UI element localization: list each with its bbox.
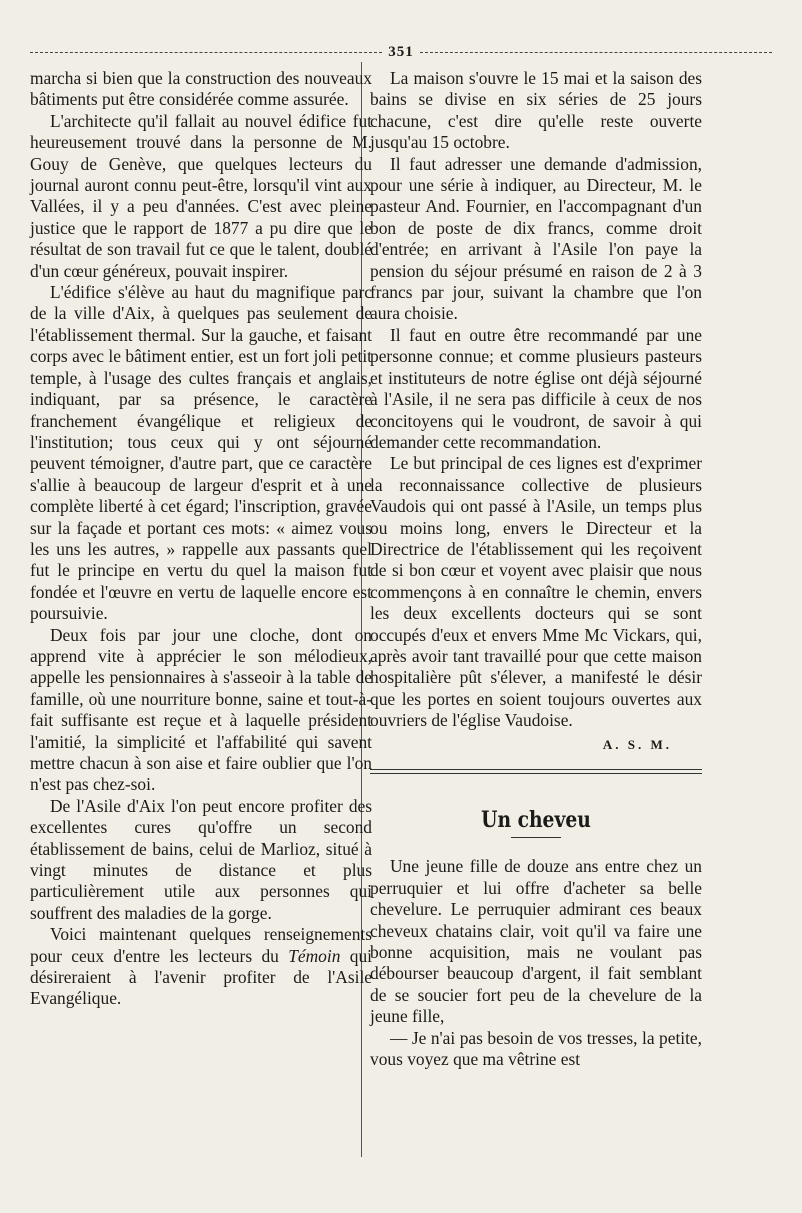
section-separator [370, 769, 702, 774]
paragraph: La maison s'ouvre le 15 mai et la saison des bains se divise en six séries de 25 jours chacune, c'est dire qu'elle reste ouverte jusqu'au 15 octobre. [370, 68, 702, 153]
paragraph: marcha si bien que la construction des nouveaux bâtiments put être considérée comme assurée. [30, 68, 372, 110]
title-rule [511, 837, 561, 838]
paragraph: L'édifice s'élève au haut du magnifique parc de la ville d'Aix, à quelques pas seulement de l'établissement thermal. Sur la gauche, et faisant corps avec le bâtiment entier, est un fort joli petit temple, à l'usage des cultes français et anglais, indiquant, par sa présence, le caractère franchement évangélique et religieux de l'institution; tous ceux qui y ont séjourné peuvent témoigner, d'autre part, que ce caractère s'allie à beaucoup de largeur d'esprit et à une complète liberté à cet égard; l'inscription, gravée sur la façade et portant ces mots: « aimez vous les uns les autres, » rappelle aux passants quel fut le principe en vertu du quel la maison fut fondée et l'œuvre en vertu de laquelle encore est poursuivie. [30, 282, 372, 624]
paragraph: — Je n'ai pas besoin de vos tresses, la petite, vous voyez que ma vêtrine est [370, 1027, 702, 1070]
paragraph: De l'Asile d'Aix l'on peut encore profiter des excellentes cures qu'offre un second établissement de bains, celui de Marlioz, situé à vingt minutes de distance et plus particulièrement utile aux personnes qui souffrent des maladies de la gorge. [30, 795, 372, 923]
paragraph: Il faut en outre être recommandé par une personne connue; et comme plusieurs pasteurs et instituteurs de notre église ont déjà séjourné à l'Asile, il ne sera pas difficile à ceux de nos concitoyens qui le voudront, de savoir à qui demander cette recommandation. [370, 324, 702, 452]
paragraph [30, 924, 372, 1010]
right-column [370, 68, 702, 1070]
paragraph: Une jeune fille de douze ans entre chez un perruquier et lui offre d'acheter sa belle chevelure. Le perruquier admirant ces beaux cheveux chatains clair, voit qu'il va faire une bonne acquisition, mais ne voulant pas débourser beaucoup d'argent, il fait semblant de se soucier fort peu de la chevelure de la jeune fille, [370, 856, 702, 1027]
newspaper-name: Témoin [288, 945, 341, 966]
paragraph: Le but principal de ces lignes est d'exprimer la reconnaissance collective de plusieurs Vaudois qui ont passé à l'Asile, un temps plus ou moins long, envers le Directeur et la Directrice de l'établissement qui les reçoivent de si bon cœur et voyent avec plaisir que nous commençons à en connaître le chemin, envers les deux excellents docteurs qui se sont occupés d'eux et envers Mme Mc Vickars, qui, après avoir tant travaillé pour que cette maison hospitalière pût s'élever, a manifesté le désir que les portes en soient toujours ouvertes aux ouvriers de l'église Vaudoise. [370, 453, 702, 731]
paragraph: L'architecte qu'il fallait au nouvel édifice fut heureusement trouvé dans la personne de M. Gouy de Genève, que quelques lecteurs du journal auront connu peut-être, lorsqu'il vint aux Vallées, il y a peu d'années. C'est avec pleine justice que le rapport de 1877 a pu dire que le résultat de son travail fut ce que le talent, doublé d'un cœur généreux, pouvait inspirer. [30, 110, 372, 281]
paragraph: Deux fois par jour une cloche, dont on apprend vite à apprécier le son mélodieux, appelle les pensionnaires à s'asseoir à la table de famille, où une nourriture bonne, saine et tout-à-fait suffisante est reçue et à laquelle président l'amitié, la simplicité et l'affabilité qui savent mettre chacun à son aise et faire oublier que l'on n'est pas chez-soi. [30, 624, 372, 795]
page-header [30, 42, 772, 62]
paragraph: Il faut adresser une demande d'admission, pour une série à indiquer, au Directeur, M. le pasteur And. Fournier, en l'accompagnant d'un bon de poste de dix francs, comme droit d'entrée; en arrivant à l'Asile l'on paye la pension du séjour présumé en raison de 2 à 3 francs par jour, suivant la chambre que l'on aura choisie. [370, 153, 702, 324]
text-span: Voici maintenant quelques renseignements pour ceux d'entre les lecteurs du [30, 924, 372, 966]
header-rule-left [30, 52, 382, 53]
left-column [30, 68, 372, 1010]
text-span: qui désireraient à l'avenir profiter de l'Asile Evangélique. [30, 945, 372, 1009]
article-title: Un cheveu [481, 807, 591, 833]
header-rule-right [420, 52, 772, 53]
signature: A. S. M. [602, 736, 672, 752]
page-number: 351 [388, 43, 414, 60]
